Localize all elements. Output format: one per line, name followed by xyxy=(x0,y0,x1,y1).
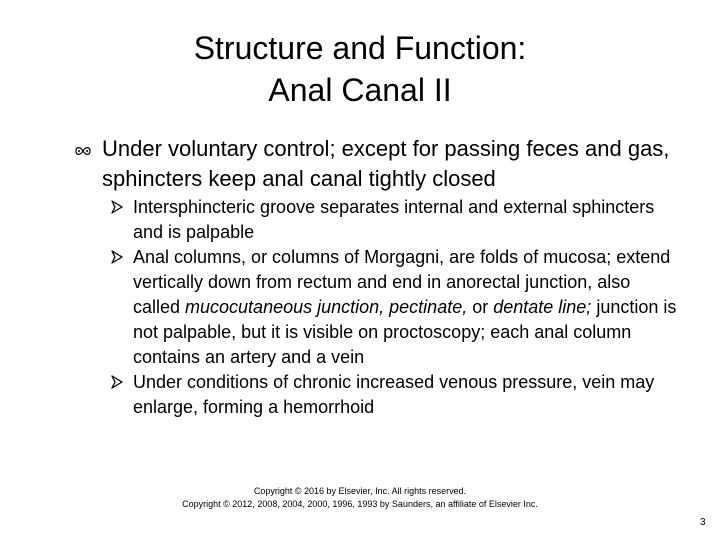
sub-bullet-text: junction is not palpable, but it is visible on proctoscopy; each anal column contains an artery and a vein xyxy=(133,297,677,367)
main-bullet-text: Under voluntary control; except for passing feces and gas, sphincters keep anal canal tightly closed xyxy=(102,136,670,191)
arrowhead-bullet-icon xyxy=(109,199,125,215)
infinity-loop-bullet-icon xyxy=(74,142,92,160)
sub-bullet-item xyxy=(109,195,679,245)
sub-bullet-text: Under conditions of chronic increased venous pressure, vein may enlarge, forming a hemorrhoid xyxy=(133,372,655,417)
copyright-line-1: Copyright © 2016 by Elsevier, Inc. All rights reserved. xyxy=(253,486,467,496)
slide-title-line-1: Structure and Function: xyxy=(193,30,527,66)
sub-bullet-text: or xyxy=(467,297,494,317)
slide-title xyxy=(0,27,720,111)
arrowhead-bullet-icon xyxy=(109,374,125,390)
sub-bullet-list xyxy=(109,195,679,420)
arrowhead-bullet-icon xyxy=(109,249,125,265)
sub-bullet-text: Intersphincteric groove separates internal and external sphincters and is palpable xyxy=(133,197,655,242)
copyright-footer xyxy=(150,485,570,511)
sub-bullet-item xyxy=(109,245,679,370)
sub-bullet-item xyxy=(109,370,679,420)
sub-bullet-text: Anal columns, or columns of Morgagni, are folds of mucosa; extend vertically down from rectum and end in anorectal junction, also called xyxy=(133,247,671,317)
italic-term: dentate line; xyxy=(493,297,592,317)
copyright-line-2: Copyright © 2012, 2008, 2004, 2000, 1996, 1993 by Saunders, an affiliate of Elsevier Inc. xyxy=(182,499,538,509)
italic-term: mucocutaneous junction, pectinate, xyxy=(185,297,468,317)
page-number: 3 xyxy=(700,517,706,528)
slide-title-line-2: Anal Canal II xyxy=(268,72,452,108)
